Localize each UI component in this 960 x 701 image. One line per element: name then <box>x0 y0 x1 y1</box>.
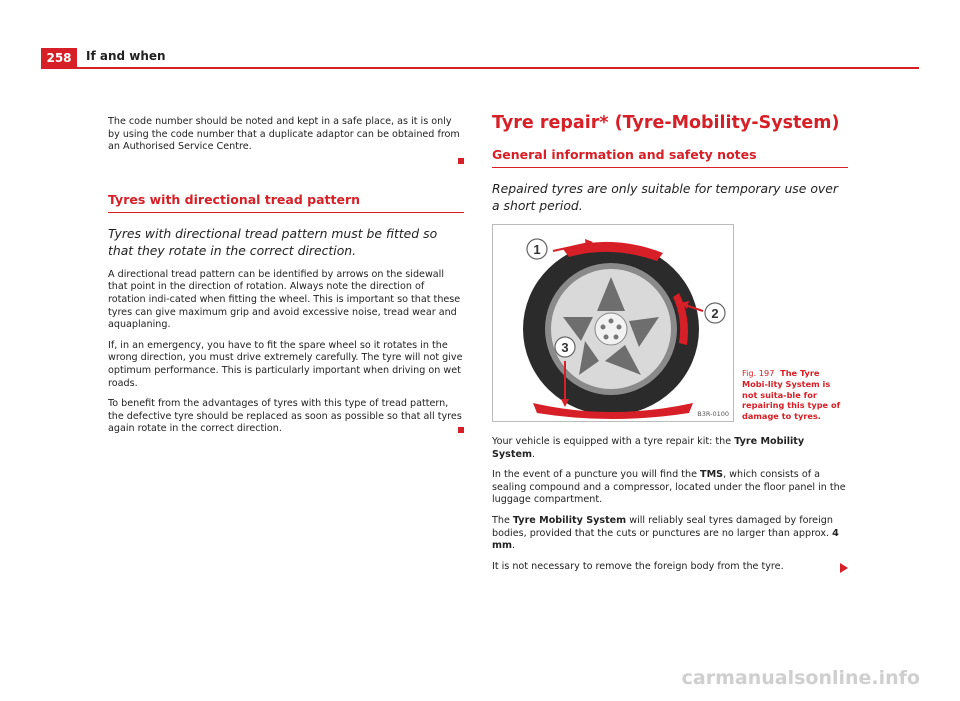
watermark: carmanualsonline.info <box>681 667 920 689</box>
callout-label-1: 1 <box>533 242 541 257</box>
callout-label-2: 2 <box>711 306 719 321</box>
directional-para-1: A directional tread pattern can be identified by arrows on the sidewall that point in the direction of rotation. Always note the direction of rotation indi-cated when fitting the wheel. This is important so that these tyres can give maximum grip and avoid excessive noise, tread wear and aquaplaning. <box>108 268 461 331</box>
tyre-repair-intro: Repaired tyres are only suitable for temporary use over a short period. <box>492 181 838 213</box>
tms-para-3 <box>492 515 848 553</box>
tms-name-bold: Tyre Mobility System <box>512 514 627 526</box>
tms-para-2 <box>492 469 848 507</box>
size-limit-bold: 4 mm <box>492 527 839 552</box>
directional-para-3-text: To benefit from the advantages of tyres with this type of tread pattern, the defective tyre should be replaced as soon as possible so that all tyres again rotate in the correct direction. <box>108 398 462 435</box>
tms-para-3-c: will reliably seal tyres damaged by foreign bodies, provided that the cuts or punctures are no larger than approx. <box>492 514 833 539</box>
tms-para-1 <box>492 436 848 461</box>
directional-tread-heading: Tyres with directional tread pattern <box>108 192 464 213</box>
tms-para-3-a: The <box>492 514 513 526</box>
continue-arrow-icon <box>840 563 848 573</box>
directional-tread-intro: Tyres with directional tread pattern must be fitted so that they rotate in the correct direction. <box>108 225 438 258</box>
wheel-bolt <box>617 325 622 330</box>
tms-para-2-c: , which consists of a sealing compound and a compressor, located under the floor panel in the luggage compartment. <box>492 469 846 506</box>
left-column <box>108 116 464 444</box>
right-column <box>492 113 848 581</box>
section-end-mark <box>458 427 464 433</box>
wheel-bolt <box>609 319 614 324</box>
general-info-heading: General information and safety notes <box>492 147 848 168</box>
tms-para-1-a: Your vehicle is equipped with a tyre repair kit: the <box>492 436 735 447</box>
code-number-text: The code number should be noted and kept in a safe place, as it is only by using the code number that a duplicate adaptor can be obtained from an Authorised Service Centre. <box>108 116 460 153</box>
callout-label-3: 3 <box>561 340 569 355</box>
directional-para-3 <box>108 398 464 436</box>
tyre-illustration-svg <box>493 225 733 421</box>
tyre-damage-illustration <box>492 224 734 422</box>
page-number: 258 <box>41 48 77 68</box>
figure-code: B3R-0100 <box>697 410 729 418</box>
tyre-repair-title: Tyre repair* (Tyre-Mobility-System) <box>492 113 840 133</box>
wheel-bolt <box>614 335 619 340</box>
tms-para-4-text: It is not necessary to remove the foreign body from the tyre. <box>492 560 784 572</box>
tms-para-3-e: . <box>512 540 516 552</box>
figure-caption <box>742 368 848 422</box>
tms-para-4 <box>492 561 848 574</box>
section-end-mark <box>458 158 464 164</box>
code-number-paragraph <box>108 116 464 154</box>
figure-197 <box>492 224 848 422</box>
wheel-bolt <box>601 325 606 330</box>
section-title: If and when <box>86 49 166 63</box>
directional-para-2: If, in an emergency, you have to fit the spare wheel so it rotates in the wrong direction, you must drive extremely carefully. The tyre will not give optimum performance. This is particularly important when driving on wet roads. <box>108 339 463 389</box>
tms-name-bold: Tyre Mobility System <box>492 436 805 460</box>
wheel-bolt <box>604 335 609 340</box>
wheel-hub <box>595 313 627 345</box>
figure-number: Fig. 197 <box>742 368 775 379</box>
tms-para-1-c: . <box>531 448 536 460</box>
header-rule <box>41 67 919 69</box>
figure-caption-text: The Tyre Mobi-lity System is not suita-ble for repairing this type of damage to tyres. <box>742 368 841 422</box>
tms-para-2-a: In the event of a puncture you will find the <box>492 469 701 481</box>
tms-abbr-bold: TMS <box>700 469 724 481</box>
